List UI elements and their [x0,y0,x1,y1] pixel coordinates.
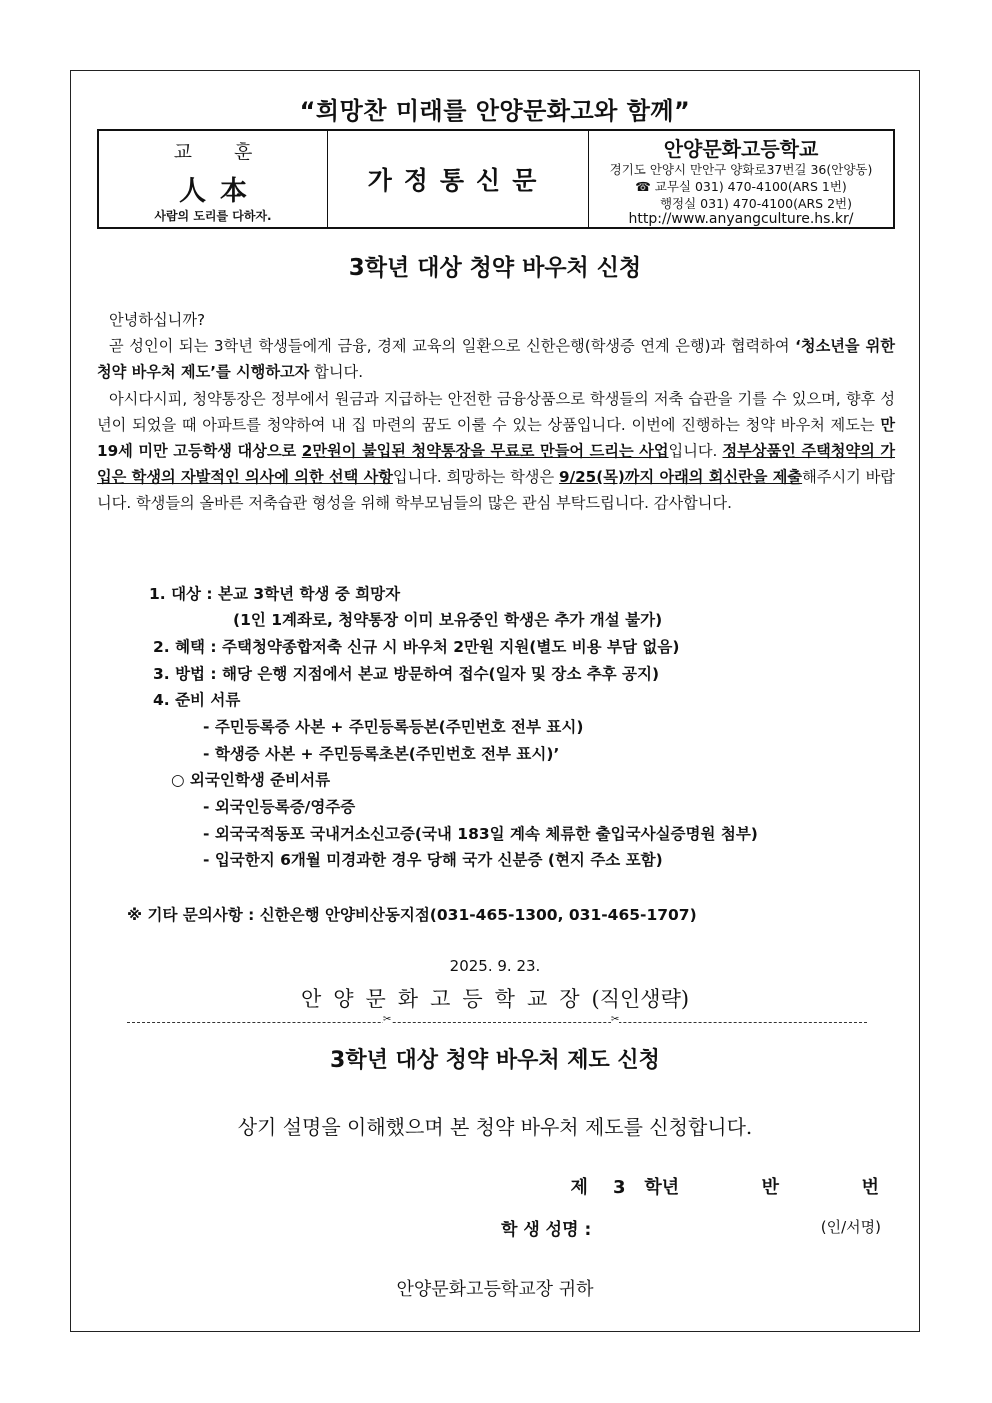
scissors-icon: ✂ [611,1014,620,1025]
school-url[interactable]: http://www.anyangculture.hs.kr/ [628,211,854,227]
motto-description: 사람의 도리를 다하자. [154,209,272,223]
item-method: 3. 방법 : 해당 은행 지점에서 본교 방문하여 접수(일자 및 장소 추후 공지) [153,665,660,683]
school-info [589,131,893,227]
document-type: 가정통신문 [328,131,589,227]
addressee: 안양문화고등학교장 귀하 [396,1279,594,1300]
item-benefit: 2. 혜택 : 주택청약종합저축 신규 시 바우처 2만원 지원(별도 비용 부담 없음) [153,638,680,656]
grade-class-number: 제 3 학년 반 번 [571,1173,880,1199]
item-target-note: (1인 1계좌로, 청약통장 이미 보유중인 학생은 추가 개설 불가) [233,611,663,629]
school-phone-office: ☎ 교무실 031) 470-4100(ARS 1번) [635,179,847,194]
foreign-docs-title: ○ 외국인학생 준비서류 [171,771,331,789]
paragraph-1: 곧 성인이 되는 3학년 학생들에게 금융, 경제 교육의 일환으로 신한은행(학생증 연계 은행)과 협력하여 ‘청소년을 위한 청약 바우처 제도’를 시행하고자 합니다. [97,337,895,382]
foreign-doc-a: - 외국인등록증/영주증 [203,798,356,816]
school-motto-box [99,131,328,227]
motto-label: 교 훈 [173,141,271,163]
principal-signature: 안양문화고등학교장(직인생략) [300,987,690,1011]
class-field[interactable]: 반 [761,1177,780,1198]
item-target: 1. 대상 : 본교 3학년 학생 중 희망자 [149,585,401,603]
foreign-doc-c: - 입국한지 6개월 미경과한 경우 당해 국가 신분증 (현지 주소 포함) [203,851,663,869]
letterhead [97,129,895,229]
greeting: 안녕하십니까? [109,311,206,329]
scissors-icon: ✂ [383,1014,392,1025]
document-a: - 주민등록증 사본 + 주민등록등본(주민번호 전부 표시) [203,718,584,736]
signature-field[interactable]: (인/서명) [820,1218,881,1236]
item-documents: 4. 준비 서류 [153,691,241,709]
reply-title: 3학년 대상 청약 바우처 제도 신청 [330,1048,660,1073]
reply-statement: 상기 설명을 이해했으며 본 청약 바우처 제도를 신청합니다. [237,1115,753,1139]
issue-date: 2025. 9. 23. [449,957,541,975]
contact-info: ※ 기타 문의사항 : 신한은행 안양비산동지점(031-465-1300, 031-465-1707) [127,906,697,924]
document-frame [70,70,920,1332]
student-name-field[interactable]: 학 생 성명 : [501,1220,592,1240]
notice-title: 3학년 대상 청약 바우처 신청 [348,255,642,281]
foreign-doc-b: - 외국국적동포 국내거소신고증(국내 183일 계속 체류한 출입국사실증명원 첨부) [203,825,758,843]
cut-line [127,1022,867,1023]
school-address: 경기도 안양시 만안구 양화로37번길 36(안양동) [609,162,873,177]
school-name: 안양문화고등학교 [663,137,819,161]
number-field[interactable]: 번 [861,1177,879,1198]
motto: 人本 [179,176,261,207]
document-b: - 학생증 사본 + 주민등록초본(주민번호 전부 표시)’ [203,745,560,763]
school-phone-admin: 행정실 031) 470-4100(ARS 2번) [659,196,852,211]
paragraph-2: 아시다시피, 청약통장은 정부에서 원금과 지급하는 안전한 금융상품으로 학생들의 저축 습관을 기를 수 있으며, 향후 성년이 되었을 때 아파트를 청약하여 내 집 마련의 꿈도 이룰 수 있는 상품입니다. 이번에 진행하는 청약 바우처 제도는 만 19세 미만 고등학생 대상으로 2만원이 불입된 청약통장을 무료로 만들어 드리는 사업입니다. 정부상품인 주택청약의 가입은 학생의 자발적인 의사에 의한 선택 사항입니다. 희망하는 학생은 9/25(목)까지 아래의 회신란을 제출해주시기 바랍니다. 학생들의 올바른 저축습관 형성을 위해 학부모님들의 많은 관심 부탁드립니다. 감사합니다. [97,389,895,513]
notice-body [97,307,895,517]
slogan: “희망찬 미래를 안양문화고와 함께” [299,97,691,125]
